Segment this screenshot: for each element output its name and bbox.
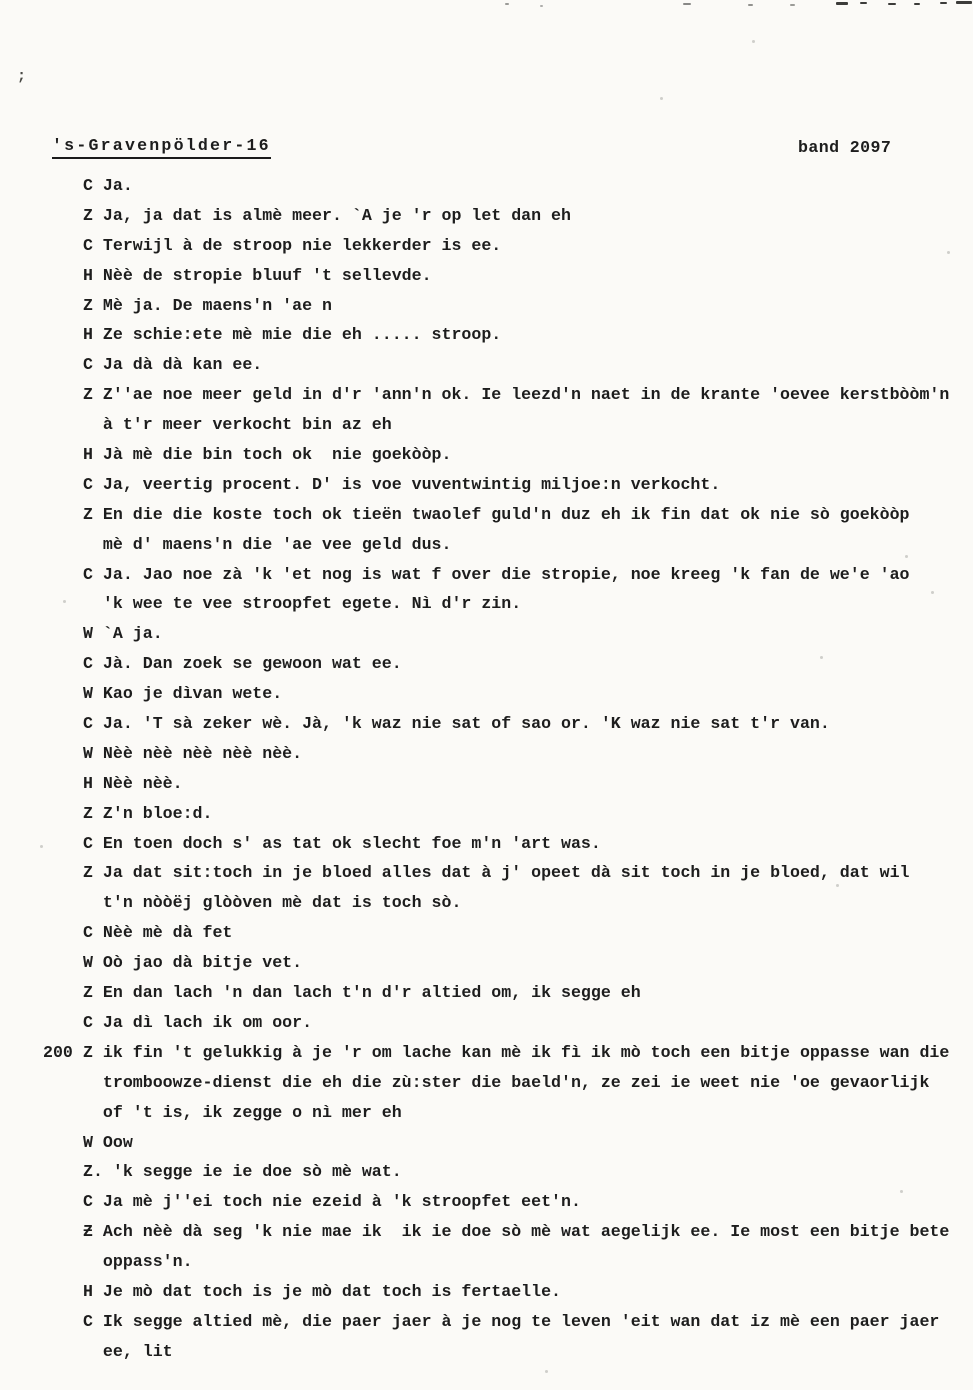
scan-artifact	[956, 1, 972, 4]
transcript-line	[43, 320, 971, 350]
speaker-label: W	[83, 1132, 103, 1152]
line-text: mè d' maens'n die 'ae vee geld dus.	[102, 534, 452, 554]
transcript-line	[43, 978, 971, 1008]
speaker-label	[83, 893, 103, 912]
line-text: ee, lit	[102, 1341, 173, 1361]
line-text: Ja dì lach ik om oor.	[102, 1012, 313, 1032]
scan-artifact	[888, 3, 896, 5]
speaker-label: C	[83, 564, 103, 584]
line-text: Je mò dat toch is je mò dat toch is fertaelle.	[102, 1281, 561, 1301]
transcript-line	[43, 560, 971, 590]
speaker-label	[83, 1342, 103, 1361]
speaker-label: C	[83, 176, 103, 195]
transcript-line	[43, 261, 971, 291]
transcript-line	[43, 858, 971, 888]
line-text: Ja.	[102, 176, 133, 195]
noise-dot	[752, 40, 755, 43]
line-text: ik fin 't gelukkig à je 'r om lache kan mè ik fì ik mò toch een bitje oppasse wan die	[102, 1042, 950, 1062]
line-text: En die die koste toch ok tieën twaolef guld'n duz eh ik fin dat ok nie sò goekòòp	[102, 504, 910, 524]
transcript-line	[43, 1008, 971, 1038]
speaker-label: C	[83, 474, 103, 494]
speaker-label: Z	[83, 504, 103, 524]
speaker-label: W	[83, 953, 103, 973]
line-text: Ja. Jao noe zà 'k 'et nog is wat f over die stropie, noe kreeg 'k fan de we'e 'ao	[102, 564, 910, 584]
transcript-line	[43, 649, 971, 679]
speaker-label: H	[83, 773, 103, 793]
scan-artifact	[790, 4, 795, 6]
transcript-line	[43, 1187, 971, 1217]
speaker-label: C	[83, 355, 103, 375]
speaker-label	[83, 535, 103, 554]
speaker-label: Ƶ	[83, 1222, 103, 1242]
transcript-line	[43, 1068, 971, 1098]
scan-artifact	[836, 2, 848, 5]
speaker-label: H	[83, 265, 103, 285]
speaker-label: Z.	[83, 1162, 113, 1182]
line-text: En toen doch s' as tat ok slecht foe m'n 'art was.	[102, 833, 601, 853]
transcript-line	[43, 709, 971, 739]
line-text: Nèè mè dà fet	[102, 923, 233, 943]
transcript-line	[43, 1098, 971, 1128]
line-text: Ja mè j''ei toch nie ezeid à 'k stroopfet eet'n.	[102, 1192, 581, 1212]
scan-artifact	[505, 3, 509, 5]
speaker-label: C	[83, 923, 103, 943]
line-text: oppass'n.	[102, 1252, 193, 1272]
transcript-line	[43, 829, 971, 859]
speaker-label: C	[83, 235, 103, 255]
transcript-line	[43, 530, 971, 560]
transcript-line	[43, 918, 971, 948]
speaker-label	[83, 1252, 103, 1271]
line-text: Ja dà dà kan ee.	[102, 355, 263, 375]
margin-mark: ;	[17, 68, 27, 85]
scan-artifact	[540, 5, 543, 7]
speaker-label: Z	[83, 1042, 103, 1062]
speaker-label	[83, 1103, 103, 1122]
speaker-label: H	[83, 325, 103, 345]
line-text: Z''ae noe meer geld in d'r 'ann'n ok. Ie leezd'n naet in de krante 'oevee kerstbòòm'n	[102, 385, 950, 405]
transcript-line	[43, 1157, 971, 1187]
transcript-line	[43, 1217, 971, 1247]
transcript-line	[43, 231, 971, 261]
speaker-label: C	[83, 1012, 103, 1032]
scan-artifact	[914, 3, 920, 5]
speaker-label: H	[83, 1281, 103, 1301]
band-number: band 2097	[798, 138, 892, 157]
scan-artifact	[860, 2, 867, 4]
speaker-label: C	[83, 1311, 103, 1331]
speaker-label: W	[83, 743, 103, 763]
line-text: à t'r meer verkocht bin az eh	[102, 415, 392, 435]
speaker-label: Z	[83, 385, 103, 405]
transcript-line	[43, 1128, 971, 1158]
transcript-line	[43, 769, 971, 799]
transcript-line	[43, 799, 971, 829]
line-text: Ja, veertig procent. D' is voe vuventwintig miljoe:n verkocht.	[102, 474, 721, 494]
transcript-line	[43, 888, 971, 918]
line-text: Ja dat sit:toch in je bloed alles dat à j' opeet dà sit toch in je bloed, dat wil	[102, 863, 910, 883]
speaker-label: C	[83, 654, 103, 674]
document-title: 's-Gravenpölder-16	[52, 136, 271, 159]
line-text: `A ja.	[102, 624, 163, 644]
transcript-line	[43, 619, 971, 649]
speaker-label: Z	[83, 983, 103, 1003]
line-text: Nèè nèè nèè nèè nèè.	[102, 743, 303, 763]
transcript-line	[43, 1038, 971, 1068]
line-text: Nèè de stropie bluuf 't sellevde.	[102, 265, 432, 285]
page-header	[0, 136, 973, 164]
transcript-line	[43, 1337, 971, 1367]
scan-artifact	[940, 2, 947, 4]
transcript-line	[43, 739, 971, 769]
line-text: Oow	[102, 1132, 133, 1152]
line-text: 'k segge ie ie doe sò mè wat.	[112, 1162, 402, 1182]
speaker-label	[83, 594, 103, 613]
speaker-label: Z	[83, 205, 103, 225]
line-text: Terwijl à de stroop nie lekkerder is ee.	[102, 235, 502, 255]
transcript-line	[43, 679, 971, 709]
line-text: Ja, ja dat is almè meer. `A je 'r op let dan eh	[102, 205, 571, 225]
speaker-label	[83, 1073, 103, 1092]
speaker-label: C	[83, 833, 103, 853]
line-text: Ach nèè dà seg 'k nie mae ik ik ie doe sò mè wat aegelijk ee. Ie most een bitje bete	[102, 1222, 950, 1242]
transcript-line	[43, 410, 971, 440]
line-text: 'k wee te vee stroopfet egete. Nì d'r zin.	[102, 594, 522, 614]
line-text: En dan lach 'n dan lach t'n d'r altied om, ik segge eh	[102, 983, 641, 1003]
line-text: Ze schie:ete mè mie die eh ..... stroop.	[102, 325, 502, 345]
transcript-line	[43, 201, 971, 231]
speaker-label: W	[83, 684, 103, 704]
line-text: t'n nòòëj glòòven mè dat is toch sò.	[102, 893, 462, 913]
line-text: Nèè nèè.	[102, 773, 183, 793]
transcript-line	[43, 948, 971, 978]
scan-artifact	[748, 4, 753, 6]
transcript-line	[43, 470, 971, 500]
transcript-line	[43, 440, 971, 470]
speaker-label: C	[83, 1192, 103, 1212]
line-text: Jà mè die bin toch ok nie goekòòp.	[102, 445, 452, 465]
line-text: Mè ja. De maens'n 'ae n	[102, 295, 332, 315]
speaker-label: Z	[83, 803, 103, 823]
line-text: of 't is, ik zegge o nì mer eh	[102, 1102, 402, 1122]
speaker-label: H	[83, 445, 103, 465]
noise-dot	[660, 97, 663, 100]
transcript-line	[43, 1247, 971, 1277]
speaker-label: Z	[83, 295, 103, 315]
transcript-line	[43, 500, 971, 530]
speaker-label: C	[83, 714, 103, 734]
line-text: Oò jao dà bitje vet.	[102, 953, 303, 973]
line-number: 200	[43, 1042, 73, 1062]
speaker-label: W	[83, 624, 103, 644]
scan-artifact	[683, 3, 691, 5]
speaker-label	[83, 415, 103, 434]
line-text: Ja. 'T sà zeker wè. Jà, 'k waz nie sat of sao or. 'K waz nie sat t'r van.	[102, 714, 830, 734]
transcript-line	[43, 350, 971, 380]
line-text: Z'n bloe:d.	[102, 803, 213, 823]
transcript-line	[43, 171, 971, 201]
transcript-line	[43, 1277, 971, 1307]
transcript-line	[43, 380, 971, 410]
transcript-line	[43, 589, 971, 619]
transcript-body	[43, 171, 971, 1367]
line-text: Ik segge altied mè, die paer jaer à je nog te leven 'eit wan dat iz mè een paer jaer	[102, 1311, 940, 1331]
line-text: Kao je dìvan wete.	[102, 684, 283, 704]
line-text: Jà. Dan zoek se gewoon wat ee.	[102, 654, 402, 674]
line-text: tromboowze-dienst die eh die zù:ster die baeld'n, ze zei ie weet nie 'oe gevaorlijk	[102, 1072, 930, 1092]
noise-dot	[545, 1370, 548, 1373]
transcript-line	[43, 291, 971, 321]
transcript-line	[43, 1307, 971, 1337]
speaker-label: Z	[83, 863, 103, 883]
